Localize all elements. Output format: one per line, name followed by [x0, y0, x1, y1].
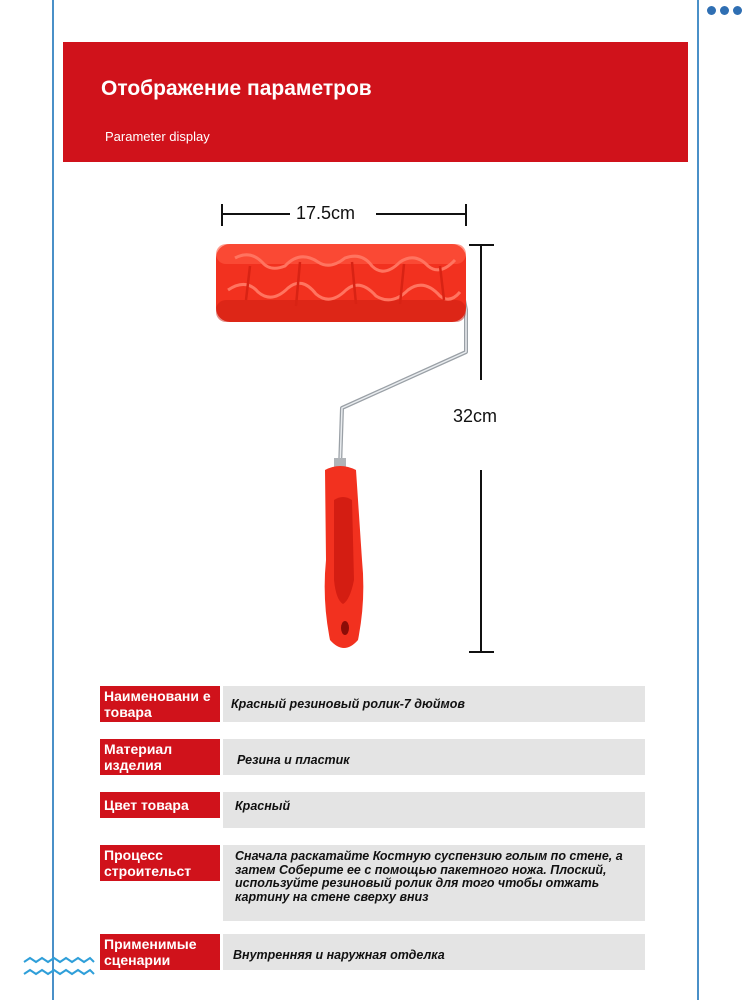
spec-value: Красный [223, 792, 645, 828]
wave-decoration [22, 956, 96, 980]
spec-row-color [100, 792, 645, 828]
spec-label: Материал изделия [100, 739, 220, 775]
height-dimension-label: 32cm [453, 406, 498, 426]
spec-row-material [100, 739, 645, 775]
spec-label: Цвет товара [100, 792, 220, 818]
spec-row-process [100, 845, 645, 921]
spec-label: Процесс строительст [100, 845, 220, 881]
spec-value: Резина и пластик [223, 739, 645, 775]
spec-row-name [100, 686, 645, 722]
spec-value: Сначала раскатайте Костную суспензию голым по стене, а затем Соберите ее с помощью пакетного ножа. Плоский, используйте резиновый ролик для того чтобы отжать картину на стене сверху вниз [223, 845, 645, 921]
paint-roller-image [0, 180, 750, 660]
header-banner [63, 42, 688, 162]
page-subtitle: Parameter display [105, 129, 210, 144]
width-dimension-label: 17.5cm [296, 203, 356, 223]
spec-value: Внутренняя и наружная отделка [223, 934, 645, 970]
spec-value: Красный резиновый ролик-7 дюймов [223, 686, 645, 722]
spec-label: Применимые сценарии [100, 934, 220, 970]
spec-row-usage [100, 934, 645, 970]
spec-label: Наименовани е товара [100, 686, 220, 722]
page-title: Отображение параметров [101, 77, 372, 100]
dots-icon [707, 6, 742, 15]
